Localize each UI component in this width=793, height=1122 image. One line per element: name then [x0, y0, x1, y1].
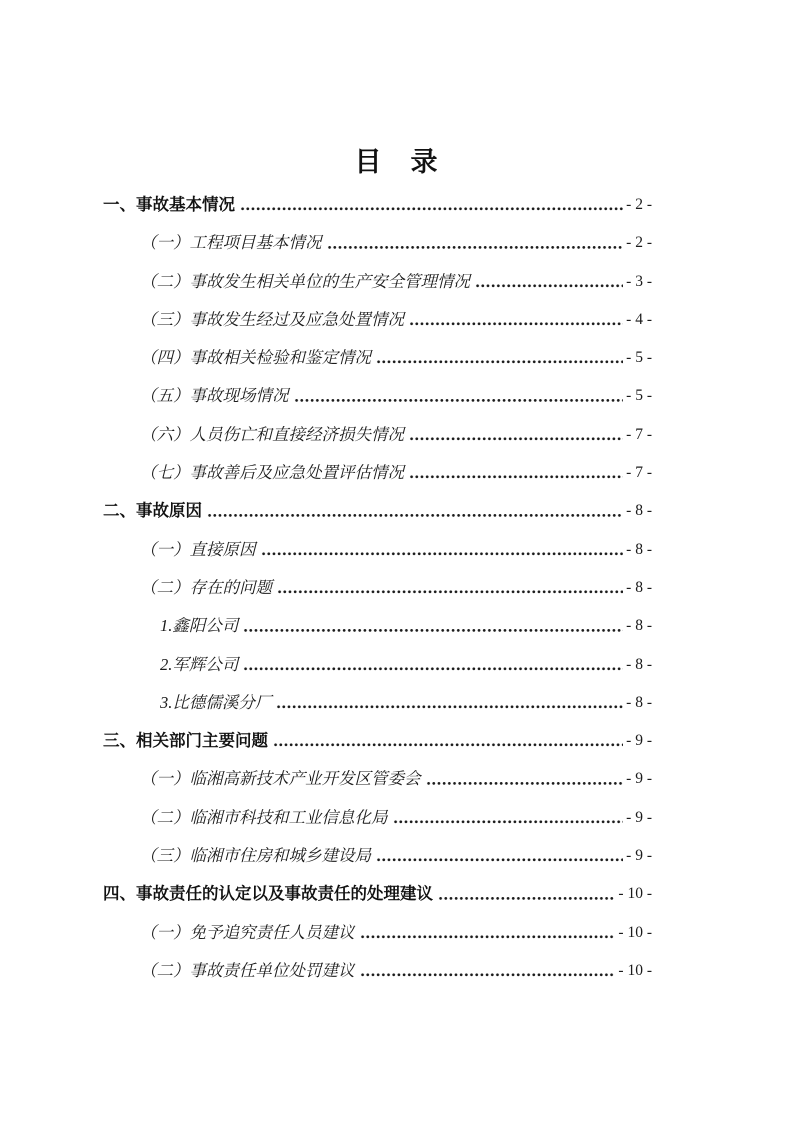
- toc-entry-label: （五）事故现场情况: [140, 386, 289, 406]
- toc-entry-page-number: - 5 -: [626, 349, 652, 367]
- toc-entry-page-number: - 3 -: [626, 272, 652, 290]
- dot-leader: [376, 339, 623, 377]
- toc-entry-label: （二）临湘市科技和工业信息化局: [140, 807, 388, 827]
- toc-entry: [103, 684, 652, 722]
- dot-leader: [409, 416, 623, 454]
- dot-leader: [360, 952, 616, 990]
- toc-entry-label: （一）直接原因: [140, 539, 256, 559]
- dot-leader: [409, 301, 623, 339]
- toc-entry-page-number: - 2 -: [626, 196, 652, 213]
- dot-leader: [475, 263, 623, 301]
- toc-entry-label: 三、相关部门主要问题: [103, 732, 268, 751]
- toc-entry-page-number: - 8 -: [626, 578, 652, 596]
- toc-entry: [103, 760, 652, 798]
- dot-leader: [276, 684, 623, 722]
- dot-leader: [207, 492, 623, 530]
- dot-leader: [409, 454, 623, 492]
- toc-entry-label: 一、事故基本情况: [103, 196, 235, 214]
- toc-entry-label: （四）事故相关检验和鉴定情况: [140, 348, 371, 368]
- toc-entry-page-number: - 2 -: [626, 234, 652, 252]
- toc-entry-page-number: - 7 -: [626, 425, 652, 443]
- toc-entry: [103, 531, 652, 569]
- toc-entry-page-number: - 8 -: [626, 693, 652, 711]
- toc-entry-label: （三）事故发生经过及应急处置情况: [140, 309, 404, 329]
- toc-entry: [103, 492, 652, 530]
- toc-entry-page-number: - 8 -: [626, 617, 652, 635]
- toc-entry-page-number: - 9 -: [626, 847, 652, 865]
- toc-entry-page-number: - 9 -: [626, 808, 652, 826]
- dot-leader: [273, 722, 623, 760]
- toc-entry: [103, 224, 652, 262]
- toc-entry-label: 二、事故原因: [103, 502, 202, 521]
- toc-entry: [103, 722, 652, 760]
- toc-entry-page-number: - 9 -: [626, 732, 652, 750]
- toc-entry: [103, 186, 652, 224]
- toc-entry: [103, 377, 652, 415]
- dot-leader: [277, 569, 623, 607]
- toc-entry: [103, 339, 652, 377]
- toc-entry-label: （一）临湘高新技术产业开发区管委会: [140, 769, 421, 789]
- toc-entry-label: （七）事故善后及应急处置评估情况: [140, 463, 404, 483]
- toc-entry: [103, 607, 652, 645]
- toc-entry-page-number: - 10 -: [618, 923, 652, 941]
- dot-leader: [294, 377, 624, 415]
- toc-entry-page-number: - 9 -: [626, 770, 652, 788]
- dot-leader: [360, 914, 616, 952]
- toc-entry-label: 2.军辉公司: [160, 654, 239, 674]
- toc-entry-label: （三）临湘市住房和城乡建设局: [140, 846, 371, 866]
- dot-leader: [240, 186, 623, 224]
- toc-entry-page-number: - 5 -: [626, 387, 652, 405]
- dot-leader: [376, 837, 623, 875]
- toc-entry-label: （二）事故责任单位处罚建议: [140, 960, 355, 980]
- dot-leader: [327, 224, 624, 262]
- toc-entry-page-number: - 10 -: [618, 885, 652, 903]
- toc-list: [103, 186, 652, 990]
- dot-leader: [243, 607, 623, 645]
- toc-entry: [103, 416, 652, 454]
- toc-entry-label: （六）人员伤亡和直接经济损失情况: [140, 424, 404, 444]
- toc-entry-label: 1.鑫阳公司: [160, 616, 239, 636]
- toc-entry: [103, 914, 652, 952]
- toc-entry: [103, 799, 652, 837]
- toc-entry: [103, 952, 652, 990]
- toc-entry-label: 3.比德儒溪分厂: [160, 692, 272, 712]
- toc-entry: [103, 263, 652, 301]
- toc-entry: [103, 569, 652, 607]
- toc-entry: [103, 837, 652, 875]
- toc-entry: [103, 646, 652, 684]
- toc-entry-page-number: - 4 -: [626, 310, 652, 328]
- toc-entry-page-number: - 8 -: [626, 655, 652, 673]
- toc-entry: [103, 301, 652, 339]
- toc-entry-label: 四、事故责任的认定以及事故责任的处理建议: [103, 885, 433, 904]
- toc-entry-label: （二）存在的问题: [140, 577, 272, 597]
- toc-title: 目 录: [354, 147, 439, 177]
- toc-entry-label: （二）事故发生相关单位的生产安全管理情况: [140, 271, 470, 291]
- toc-entry-page-number: - 10 -: [618, 961, 652, 979]
- dot-leader: [261, 531, 624, 569]
- toc-entry-label: （一）免予追究责任人员建议: [140, 922, 355, 942]
- toc-entry-page-number: - 8 -: [626, 502, 652, 520]
- toc-entry: [103, 454, 652, 492]
- dot-leader: [438, 875, 615, 913]
- toc-entry-label: （一）工程项目基本情况: [140, 233, 322, 253]
- dot-leader: [393, 799, 624, 837]
- toc-entry: [103, 875, 652, 913]
- dot-leader: [426, 760, 624, 798]
- dot-leader: [243, 646, 623, 684]
- toc-entry-page-number: - 7 -: [626, 464, 652, 482]
- toc-entry-page-number: - 8 -: [626, 540, 652, 558]
